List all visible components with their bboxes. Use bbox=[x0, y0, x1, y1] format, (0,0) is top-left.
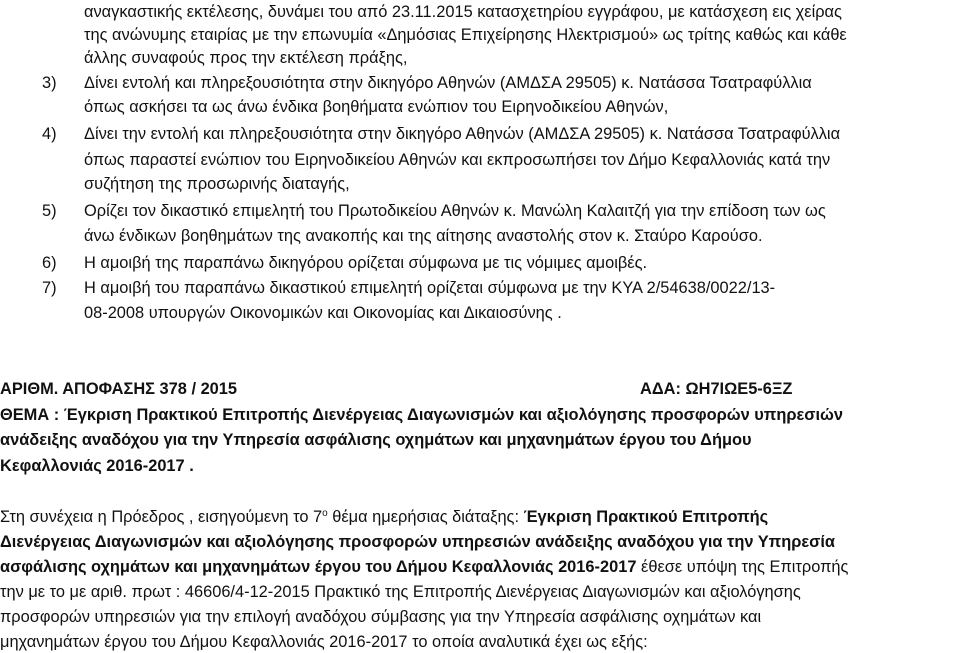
body-line-2: Διενέργειας Διαγωνισμών και αξιολόγησης προσφορών υπηρεσιών ανάδειξης αναδόχου για την Υπηρεσία bbox=[0, 533, 836, 551]
body-text: έθεσε υπόψη της Επιτροπής bbox=[636, 558, 849, 576]
list-item-4-line-3: συζήτηση της προσωρινής διαταγής, bbox=[84, 175, 350, 193]
ordinal-superscript: ο bbox=[322, 508, 328, 519]
list-item-7 bbox=[42, 278, 775, 298]
ada-code: ΑΔΑ: ΩΗ7ΙΩΕ5-6ΞΖ bbox=[640, 380, 793, 398]
list-item-4 bbox=[42, 124, 840, 144]
list-item-5 bbox=[42, 201, 826, 221]
subject-line-2: ανάδειξης αναδόχου για την Υπηρεσία ασφάλισης οχημάτων και μηχανημάτων έργου του Δήμου bbox=[0, 431, 752, 449]
body-text: Στη συνέχεια η Πρόεδρος , εισηγούμενη το 7 bbox=[0, 508, 323, 526]
subject-line-1 bbox=[0, 405, 843, 425]
list-item-7-line-2: 08-2008 υπουργών Οικονομικών και Οικονομίας και Δικαιοσύνης . bbox=[84, 304, 562, 322]
body-bold-text: ασφάλισης οχημάτων και μηχανημάτων έργου του Δήμου Κεφαλλονιάς 2016-2017 bbox=[0, 558, 637, 576]
decision-number: ΑΡΙΘΜ. ΑΠΟΦΑΣΗΣ 378 / 2015 bbox=[0, 380, 238, 398]
list-text: Ορίζει τον δικαστικό επιμελητή του Πρωτοδικείου Αθηνών κ. Μανώλη Καλαιτζή για την επίδοση των ως bbox=[84, 202, 826, 220]
list-item-6 bbox=[42, 253, 647, 273]
list-text: Η αμοιβή της παραπάνω δικηγόρου ορίζεται σύμφωνα με τις νόμιμες αμοιβές. bbox=[84, 254, 648, 272]
subject-label: ΘΕΜΑ : bbox=[0, 406, 64, 424]
subject-text: Έγκριση Πρακτικού Επιτροπής Διενέργειας Διαγωνισμών και αξιολόγησης προσφορών υπηρεσιών bbox=[63, 406, 843, 424]
body-line-1 bbox=[0, 507, 768, 527]
list-number: 5) bbox=[42, 202, 57, 220]
item-2-continuation-line-3: άλλης συναφούς προς την εκτέλεση πράξης, bbox=[84, 49, 408, 67]
list-text: Η αμοιβή του παραπάνω δικαστικού επιμελητή ορίζεται σύμφωνα με την ΚΥΑ 2/54638/0022/13- bbox=[84, 279, 776, 297]
list-number: 6) bbox=[42, 254, 57, 272]
list-item-4-line-2: όπως παραστεί ενώπιον του Ειρηνοδικείου Αθηνών και εκπροσωπήσει τον Δήμο Κεφαλλονιάς κατά την bbox=[84, 151, 831, 169]
item-2-continuation-line-1: αναγκαστικής εκτέλεσης, δυνάμει του από 23.11.2015 κατασχετηρίου εγγράφου, με κατάσχεση εις χείρας bbox=[84, 3, 842, 21]
list-item-3-line-2: όπως ασκήσει τα ως άνω ένδικα βοηθήματα ενώπιον του Ειρηνοδικείου Αθηνών, bbox=[84, 98, 669, 116]
body-bold-text: Έγκριση Πρακτικού Επιτροπής bbox=[523, 508, 769, 526]
list-item-3 bbox=[42, 73, 812, 93]
body-line-3 bbox=[0, 557, 848, 577]
body-text: θέμα ημερήσιας διάταξης: bbox=[327, 508, 524, 526]
body-line-4: την με το με αριθ. πρωτ : 46606/4-12-2015 Πρακτικό της Επιτροπής Διενέργειας Διαγωνισμών και αξιολόγησης bbox=[0, 583, 801, 601]
list-text: Δίνει την εντολή και πληρεξουσιότητα στην δικηγόρο Αθηνών (ΑΜΔΣΑ 29505) κ. Νατάσσα Τσατραφύλλια bbox=[84, 125, 841, 143]
subject-line-3: Κεφαλλονιάς 2016-2017 . bbox=[0, 457, 194, 475]
list-number: 4) bbox=[42, 125, 57, 143]
list-item-5-line-2: άνω ένδικων βοηθημάτων της ανακοπής και της αίτησης αναστολής στον κ. Σταύρο Καρούσο. bbox=[84, 227, 763, 245]
body-line-5: προσφορών υπηρεσιών για την επιλογή αναδόχου σύμβασης για την Υπηρεσία ασφάλισης οχημάτων και bbox=[0, 608, 762, 626]
list-number: 3) bbox=[42, 74, 57, 92]
list-number: 7) bbox=[42, 279, 57, 297]
item-2-continuation-line-2: της ανώνυμης εταιρίας με την επωνυμία «Δημόσιας Επιχείρησης Ηλεκτρισμού» ως τρίτης καθώς και κάθε bbox=[84, 26, 847, 44]
body-line-6: μηχανημάτων έργου του Δήμου Κεφαλλονιάς 2016-2017 το οποία αναλυτικά έχει ως εξής: bbox=[0, 633, 648, 651]
list-text: Δίνει εντολή και πληρεξουσιότητα στην δικηγόρο Αθηνών (ΑΜΔΣΑ 29505) κ. Νατάσσα Τσατραφύλλια bbox=[84, 74, 812, 92]
